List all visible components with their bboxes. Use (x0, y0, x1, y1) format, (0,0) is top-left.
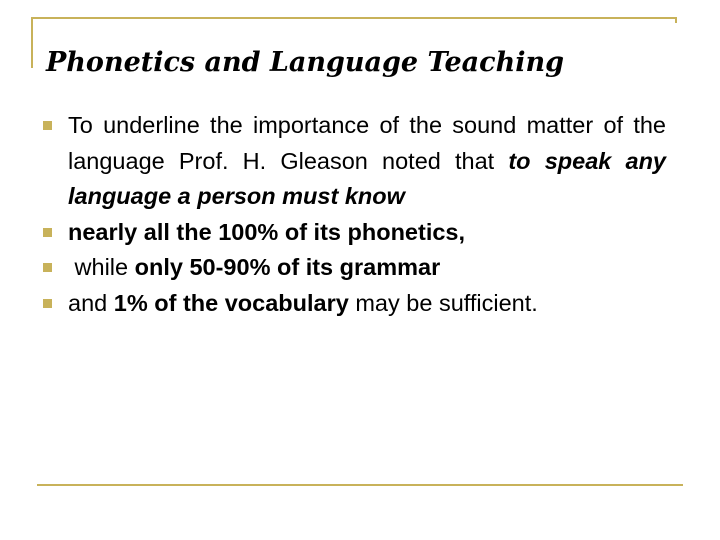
bullet-text-bold: 1% of the vocabulary (113, 289, 349, 316)
bullet-text-normal: while (68, 254, 135, 280)
bullet-item-vocabulary (68, 286, 666, 322)
frame-right-tick (675, 17, 677, 23)
bullet-item-gleason (68, 108, 666, 215)
bottom-rule (37, 484, 683, 486)
bullet-text-bold: nearly all the 100% of its phonetics, (68, 218, 466, 245)
bullet-text-bold: only 50-90% of its grammar (134, 254, 441, 280)
frame-top-border (31, 17, 677, 19)
square-bullet-icon (43, 228, 52, 237)
frame-left-border (31, 17, 33, 68)
bullet-list (68, 108, 666, 321)
bullet-item-phonetics (68, 215, 666, 251)
bullet-text-normal: may be sufficient. (348, 289, 538, 316)
slide-title: Phonetics and Language Teaching (46, 47, 564, 78)
bullet-text-normal: To underline the importance of the sound matter of the language Prof. H. Gleason noted that (68, 112, 666, 174)
bullet-text-normal: and (68, 289, 114, 316)
bullet-text-emphasis: to speak any language a person must know (68, 147, 666, 209)
square-bullet-icon (43, 299, 52, 308)
square-bullet-icon (43, 121, 52, 130)
bullet-item-grammar (68, 250, 666, 286)
square-bullet-icon (43, 263, 52, 272)
